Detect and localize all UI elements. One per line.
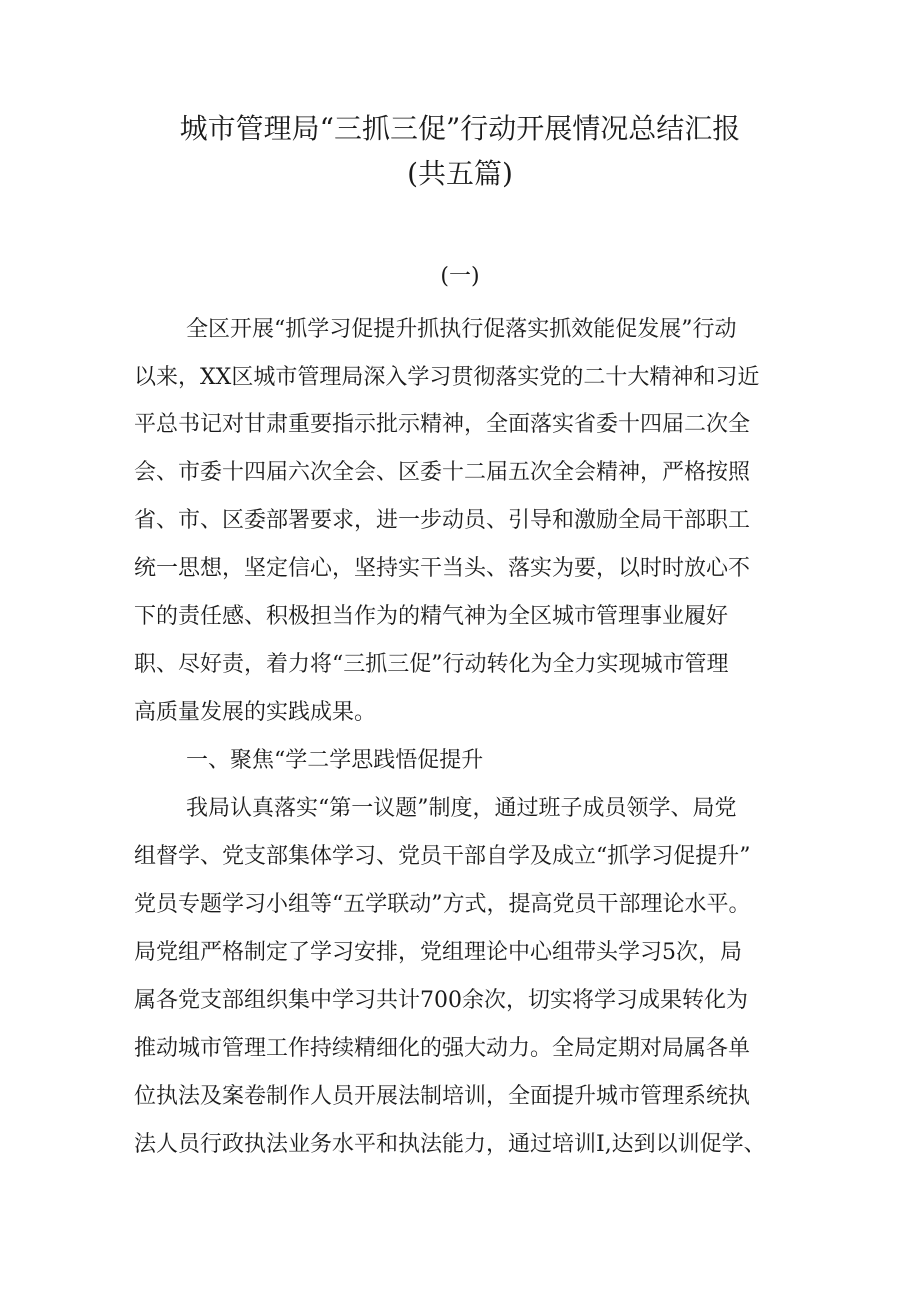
paragraph-line: 以来，XX区城市管理局深入学习贯彻落实党的二十大精神和习近 <box>134 365 760 390</box>
paragraph-line: 推动城市管理工作持续精细化的强大动力。全局定期对局属各单 <box>134 1036 751 1061</box>
paragraph-line: 平总书记对甘肃重要指示批示精神，全面落实省委十四届二次全 <box>134 412 751 437</box>
paragraph-line: 统一思想，坚定信心，坚持实干当头、落实为要，以时时放心不 <box>134 556 751 581</box>
paragraph-line: 组督学、党支部集体学习、党员干部自学及成立“抓学习促提升” <box>134 844 751 869</box>
paragraph-line: 党员专题学习小组等“五学联动”方式，提高党员干部理论水平。 <box>134 892 751 917</box>
paragraph-line: 我局认真落实“第一议题”制度，通过班子成员领学、局党 <box>186 796 737 821</box>
paragraph-line: 会、市委十四届六次全会、区委十二届五次全会精神，严格按照 <box>134 460 751 485</box>
paragraph-line: 下的责任感、积极担当作为的精气神为全区城市管理事业履好 <box>134 604 729 629</box>
paragraph-line: 法人员行政执法业务水平和执法能力，通过培训I,达到以训促学、 <box>134 1132 766 1157</box>
section-number: (一) <box>440 264 480 289</box>
paragraph-line: 属各党支部组织集中学习共计700余次，切实将学习成果转化为 <box>134 988 748 1013</box>
paragraph-line: 位执法及案卷制作人员开展法制培训，全面提升城市管理系统执 <box>134 1084 751 1109</box>
document-title: 城市管理局“三抓三促”行动开展情况总结汇报 <box>179 112 741 145</box>
section-heading: 一、聚焦“学二学思践悟促提升 <box>186 748 484 773</box>
paragraph-line: 高质量发展的实践成果。 <box>134 700 377 725</box>
paragraph-line: 局党组严格制定了学习安排，党组理论中心组带头学习5次，局 <box>134 940 742 965</box>
document-subtitle: (共五篇) <box>407 157 513 190</box>
paragraph-line: 职、尽好责，着力将“三抓三促”行动转化为全力实现城市管理 <box>134 652 729 677</box>
paragraph-line: 全区开展“抓学习促提升抓执行促落实抓效能促发展”行动 <box>186 317 737 342</box>
paragraph-line: 省、市、区委部署要求，进一步动员、引导和激励全局干部职工 <box>134 508 751 533</box>
